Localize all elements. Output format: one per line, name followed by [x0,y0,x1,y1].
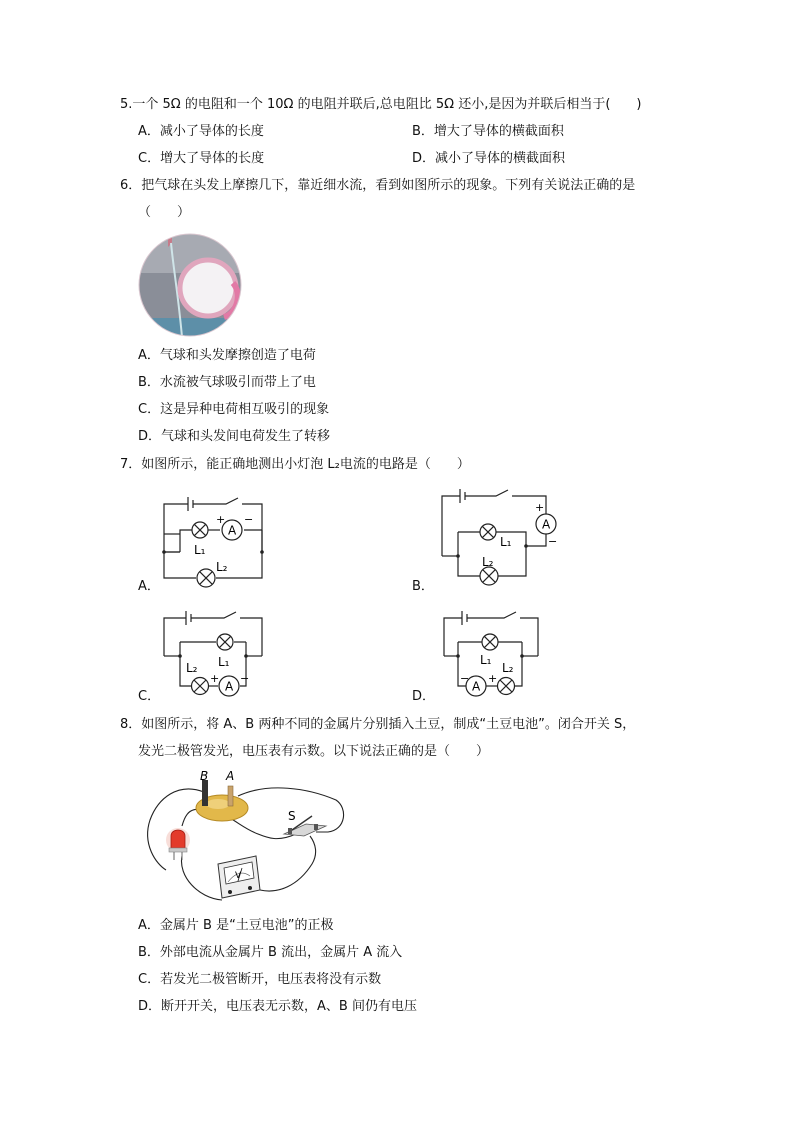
circuit-d-diagram [430,606,550,700]
q6-stem-bracket: （ ） [138,205,191,220]
circuit-c-label: C． [138,689,161,704]
q8-stem: 8．如图所示，将 A、B 两种不同的金属片分别插入土豆，制成“土豆电池”。闭合开关 S， [120,717,636,732]
circuit-c-l1-label: L₁ [218,655,230,669]
circuit-c-plus: + [210,672,220,685]
circuit-b-label: B． [412,579,434,594]
q6-option-c: C．这是异种电荷相互吸引的现象 [138,402,330,417]
switch-s-label: S [288,809,296,823]
circuit-c-l2-label: L₂ [186,661,198,675]
voltmeter-v-label: V [235,871,242,881]
circuit-b-l2-label: L₂ [482,555,494,569]
q5-option-a: A．减小了导体的长度 [138,124,264,139]
circuit-b-ammeter-label: A [542,517,551,532]
circuit-d-ammeter-label: A [472,679,481,694]
plate-b-label: B [200,769,209,783]
q8-option-d: D．断开开关，电压表无示数，A、B 间仍有电压 [138,999,417,1014]
circuit-a-plus: + [216,513,226,526]
q5-option-c: C．增大了导体的长度 [138,151,265,166]
circuit-c-minus: − [240,672,250,685]
q8-option-a: A．金属片 B 是“土豆电池”的正极 [138,918,334,933]
circuit-a-l2-label: L₂ [216,560,228,574]
circuit-c-diagram [150,606,270,700]
circuit-a-diagram [150,494,270,588]
circuit-a-minus: − [244,513,254,526]
circuit-b-diagram [430,486,560,588]
circuit-a-label: A． [138,579,160,594]
q6-option-b: B．水流被气球吸引而带上了电 [138,375,316,390]
plate-a-label: A [226,769,235,783]
q6-stem: 6．把气球在头发上摩擦几下，靠近细水流，看到如图所示的现象。下列有关说法正确的是 [120,178,636,193]
circuit-d-label: D． [412,689,436,704]
circuit-b-l1-label: L₁ [500,535,512,549]
circuit-c-ammeter-label: A [225,679,234,694]
balloon-water-photo [138,233,246,337]
q6-option-a: A．气球和头发摩擦创造了电荷 [138,348,316,363]
q8-option-b: B．外部电流从金属片 B 流出，金属片 A 流入 [138,945,403,960]
q5-stem: 5.一个 5Ω 的电阻和一个 10Ω 的电阻并联后,总电阻比 5Ω 还小,是因为并联后相当于( ) [120,97,642,112]
q8-option-c: C．若发光二极管断开，电压表将没有示数 [138,972,382,987]
q5-option-b: B．增大了导体的横截面积 [412,124,564,139]
circuit-a-ammeter-label: A [228,523,237,538]
q8-stem-line2: 发光二极管发光，电压表有示数。以下说法正确的是（ ） [138,744,490,759]
circuit-a-l1-label: L₁ [194,543,206,557]
potato-battery-figure [138,768,358,910]
circuit-d-l1-label: L₁ [480,653,492,667]
led-icon [166,828,190,860]
circuit-d-l2-label: L₂ [502,661,514,675]
circuit-d-minus: − [460,672,470,685]
q6-option-d: D．气球和头发间电荷发生了转移 [138,429,331,444]
circuit-b-plus: + [535,501,545,514]
q5-option-d: D．减小了导体的横截面积 [412,151,566,166]
circuit-d-plus: + [488,672,498,685]
circuit-b-minus: − [548,535,558,548]
q7-stem: 7．如图所示，能正确地测出小灯泡 L₂电流的电路是（ ） [120,457,470,472]
